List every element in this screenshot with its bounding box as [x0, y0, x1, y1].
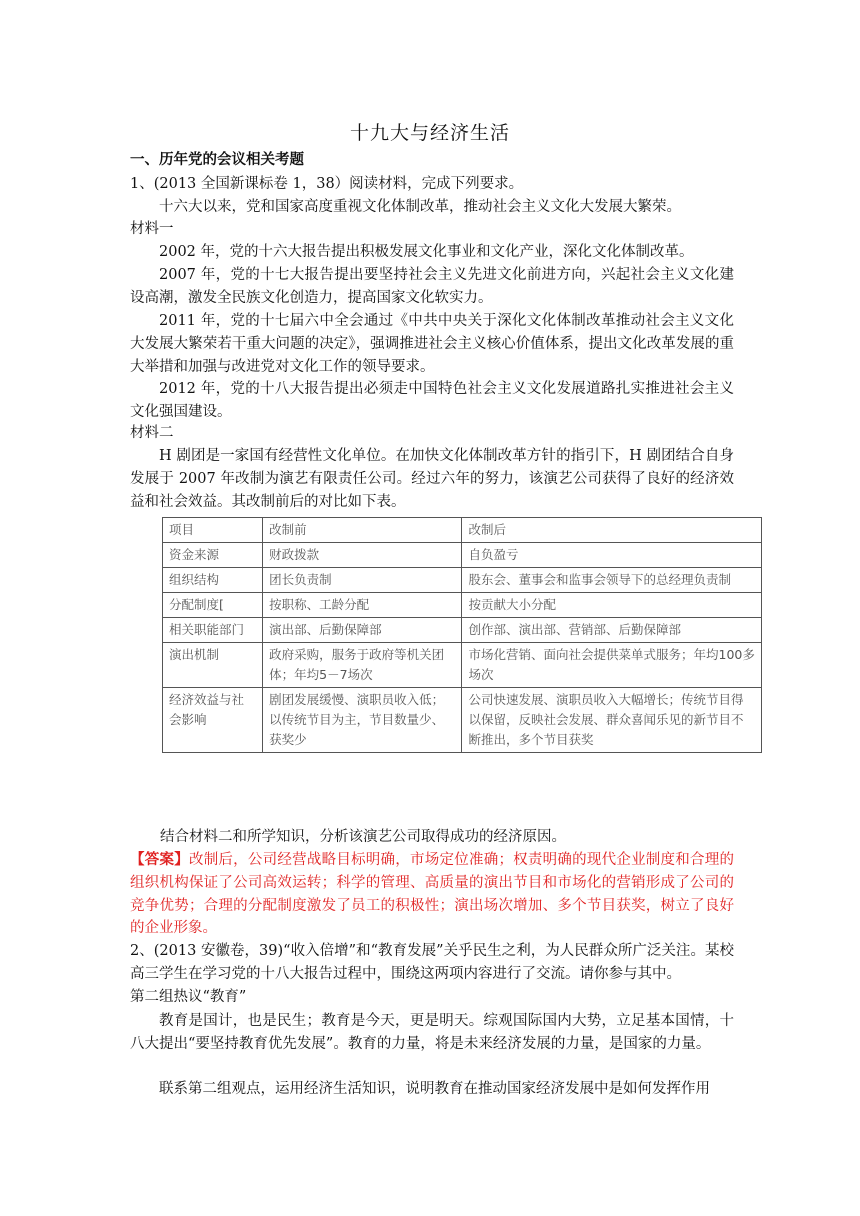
material-1-paragraph: 2012 年，党的十八大报告提出必须走中国特色社会主义文化发展道路扎实推进社会主义文化强国建设。 — [130, 381, 734, 420]
table-header-cell: 改制前 — [263, 518, 462, 543]
material-1-paragraph: 2007 年，党的十七大报告提出要坚持社会主义先进文化前进方向，兴起社会主义文化建设高潮，激发全民族文化创造力，提高国家文化软实力。 — [130, 267, 734, 306]
table-header-cell: 改制后 — [462, 518, 762, 543]
table-cell: 组织结构 — [163, 568, 263, 593]
question-2-paragraph: 教育是国计，也是民生；教育是今天，更是明天。综观国际国内大势，立足基本国情，十八大提出“要坚持教育优先发展”。教育的力量，将是未来经济发展的力量，是国家的力量。 — [130, 1013, 734, 1052]
table-row — [163, 568, 762, 593]
table-cell: 资金来源 — [163, 543, 263, 568]
table-cell: 创作部、演出部、营销部、后勤保障部 — [462, 618, 762, 643]
table-cell: 政府采购，服务于政府等机关团体；年均5－7场次 — [263, 643, 462, 688]
answer-text: 改制后，公司经营战略目标明确，市场定位准确；权责明确的现代企业制度和合理的组织机构保证了公司高效运转；科学的管理、高质量的演出节目和市场化的营销形成了公司的竞争优势；合理的分配制度激发了员工的积极性；演出场次增加、多个节目获奖，树立了良好的企业形象。 — [130, 852, 734, 937]
table-cell: 自负盈亏 — [462, 543, 762, 568]
material-2-paragraph: H 剧团是一家国有经营性文化单位。在加快文化体制改革方针的指引下，H 剧团结合自身发展于 2007 年改制为演艺有限责任公司。经过六年的努力，该演艺公司获得了良好的经济效益和社会效益。其改制前后的对比如下表。 — [130, 448, 734, 510]
table-cell: 相关职能部门 — [163, 618, 263, 643]
material-1-paragraph: 2011 年，党的十七届六中全会通过《中共中央关于深化文化体制改革推动社会主义文化大发展大繁荣若干重大问题的决定》，强调推进社会主义核心价值体系，提出文化改革发展的重大举措和加强与改进党对文化工作的领导要求。 — [130, 313, 734, 375]
question-2-group-heading: 第二组热议“教育” — [130, 989, 247, 1005]
comparison-table — [162, 517, 762, 753]
table-cell: 演出部、后勤保障部 — [263, 618, 462, 643]
answer-block — [130, 849, 734, 940]
table-row — [163, 618, 762, 643]
table-cell: 股东会、董事会和监事会领导下的总经理负责制 — [462, 568, 762, 593]
question-2-paragraph: 2、(2013 安徽卷，39)“收入倍增”和“教育发展”关乎民生之利，为人民群众所广泛关注。某校高三学生在学习党的十八大报告过程中，围绕这两项内容进行了交流。请你参与其中。 — [130, 943, 734, 982]
table-cell: 经济效益与社会影响 — [163, 688, 263, 753]
table-cell: 按贡献大小分配 — [462, 593, 762, 618]
table-cell: 市场化营销、面向社会提供菜单式服务；年均100多场次 — [462, 643, 762, 688]
table-header-row — [163, 518, 762, 543]
question-1-header: 1、(2013 全国新课标卷 1，38）阅读材料，完成下列要求。 — [130, 176, 524, 192]
question-1-intro: 十六大以来，党和国家高度重视文化体制改革，推动社会主义文化大发展大繁荣。 — [159, 199, 681, 215]
table-cell: 分配制度[ — [163, 593, 263, 618]
material-2-label: 材料二 — [130, 425, 174, 441]
table-row — [163, 543, 762, 568]
question-2-paragraph: 联系第二组观点，运用经济生活知识，说明教育在推动国家经济发展中是如何发挥作用 — [159, 1081, 710, 1097]
table-row — [163, 593, 762, 618]
table-cell: 剧团发展缓慢、演职员收入低；以传统节目为主，节目数量少、获奖少 — [263, 688, 462, 753]
material-1-paragraph: 2002 年，党的十六大报告提出积极发展文化事业和文化产业，深化文化体制改革。 — [159, 244, 694, 260]
material-1-label: 材料一 — [130, 221, 174, 237]
answer-tag: 【答案】 — [130, 851, 189, 868]
table-cell: 公司快速发展、演职员收入大幅增长；传统节目得以保留，反映社会发展、群众喜闻乐见的新节目不断推出，多个节目获奖 — [462, 688, 762, 753]
table-row — [163, 643, 762, 688]
document-title: 十九大与经济生活 — [349, 122, 510, 144]
table-cell: 按职称、工龄分配 — [263, 593, 462, 618]
table-cell: 财政拨款 — [263, 543, 462, 568]
question-1-prompt: 结合材料二和所学知识，分析该演艺公司取得成功的经济原因。 — [160, 829, 566, 845]
table-header-cell: 项目 — [163, 518, 263, 543]
table-cell: 团长负责制 — [263, 568, 462, 593]
table-cell: 演出机制 — [163, 643, 263, 688]
section-heading: 一、历年党的会议相关考题 — [130, 151, 304, 168]
table-row — [163, 688, 762, 753]
